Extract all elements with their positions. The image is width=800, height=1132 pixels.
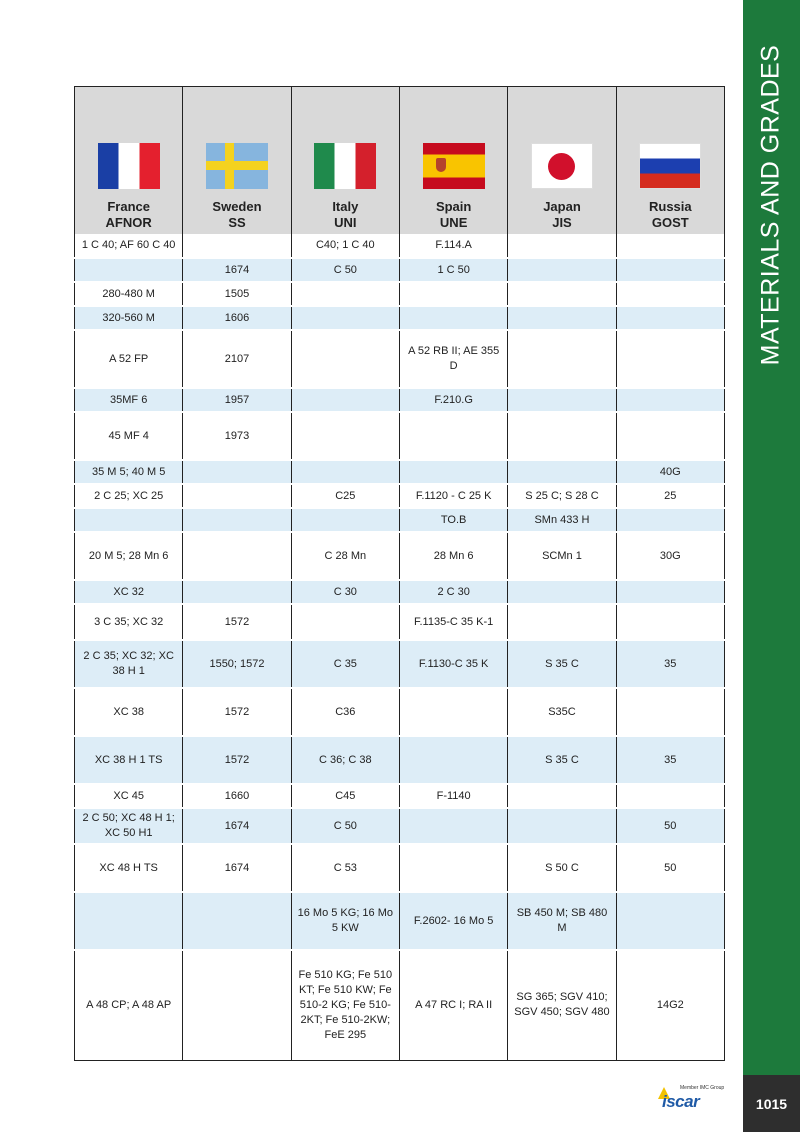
table-cell — [291, 388, 399, 412]
russia-flag-icon — [639, 143, 701, 189]
table-cell: F.114.A — [399, 234, 507, 258]
table-cell: C 35 — [291, 640, 399, 688]
table-cell — [616, 580, 724, 604]
table-cell — [399, 844, 507, 892]
table-cell: C 28 Mn — [291, 532, 399, 580]
header-sweden — [183, 87, 291, 235]
header-country: Sweden — [212, 199, 262, 214]
table-cell: C 50 — [291, 808, 399, 844]
table-cell: 20 M 5; 28 Mn 6 — [75, 532, 183, 580]
table-cell: XC 38 — [75, 688, 183, 736]
table-cell — [183, 234, 291, 258]
table-cell: 320-560 M — [75, 306, 183, 330]
table-cell: C45 — [291, 784, 399, 808]
table-cell: 1674 — [183, 808, 291, 844]
table-cell — [183, 950, 291, 1060]
table-cell — [75, 508, 183, 532]
table-cell: 25 — [616, 484, 724, 508]
table-cell: XC 38 H 1 TS — [75, 736, 183, 784]
table-cell — [508, 460, 616, 484]
table-cell: A 47 RC I; RA II — [399, 950, 507, 1060]
table-cell — [399, 306, 507, 330]
table-cell: 35 — [616, 736, 724, 784]
table-cell: 1973 — [183, 412, 291, 460]
table-cell: SMn 433 H — [508, 508, 616, 532]
table-cell — [183, 508, 291, 532]
table-cell: A 52 RB II; AE 355 D — [399, 330, 507, 388]
table-cell: 1 C 50 — [399, 258, 507, 282]
header-russia — [616, 87, 724, 235]
table-row — [75, 412, 725, 460]
table-row — [75, 892, 725, 950]
table-cell — [616, 234, 724, 258]
table-cell — [508, 808, 616, 844]
france-flag-icon — [98, 143, 160, 189]
logo-wordmark: iscar — [662, 1092, 700, 1111]
logo-member-text: Member IMC Group — [680, 1085, 725, 1091]
table-cell — [291, 282, 399, 306]
table-cell: 1957 — [183, 388, 291, 412]
table-cell: 30G — [616, 532, 724, 580]
table-cell — [508, 412, 616, 460]
table-cell — [291, 508, 399, 532]
table-row — [75, 508, 725, 532]
table-cell — [399, 412, 507, 460]
table-cell: C40; 1 C 40 — [291, 234, 399, 258]
table-row — [75, 330, 725, 388]
table-cell — [291, 604, 399, 640]
table-cell — [616, 784, 724, 808]
table-row — [75, 484, 725, 508]
table-cell: 35 — [616, 640, 724, 688]
table-cell — [183, 580, 291, 604]
grades-comparison-table — [74, 86, 725, 1061]
table-cell — [508, 604, 616, 640]
header-spain — [399, 87, 507, 235]
table-cell: XC 48 H TS — [75, 844, 183, 892]
table-cell: S35C — [508, 688, 616, 736]
table-cell: 1550; 1572 — [183, 640, 291, 688]
table-cell — [183, 484, 291, 508]
table-cell: C36 — [291, 688, 399, 736]
table-cell — [399, 282, 507, 306]
table-cell: 35 M 5; 40 M 5 — [75, 460, 183, 484]
table-cell — [291, 460, 399, 484]
header-japan — [508, 87, 616, 235]
table-cell: 35MF 6 — [75, 388, 183, 412]
table-row — [75, 950, 725, 1060]
table-cell: 50 — [616, 844, 724, 892]
table-cell — [183, 892, 291, 950]
table-row — [75, 306, 725, 330]
table-cell — [399, 736, 507, 784]
table-cell: S 25 C; S 28 C — [508, 484, 616, 508]
table-cell: S 50 C — [508, 844, 616, 892]
table-cell: 2107 — [183, 330, 291, 388]
table-cell: SB 450 M; SB 480 M — [508, 892, 616, 950]
table-cell — [508, 234, 616, 258]
table-cell — [616, 282, 724, 306]
table-cell: 1660 — [183, 784, 291, 808]
table-cell — [291, 412, 399, 460]
table-cell: F-1140 — [399, 784, 507, 808]
table-row — [75, 736, 725, 784]
table-cell: S 35 C — [508, 640, 616, 688]
table-cell: 40G — [616, 460, 724, 484]
table-row — [75, 784, 725, 808]
table-body — [75, 234, 725, 1060]
table-cell: 1606 — [183, 306, 291, 330]
table-row — [75, 258, 725, 282]
table-cell — [75, 892, 183, 950]
table-cell: F.210.G — [399, 388, 507, 412]
header-country: Spain — [435, 199, 472, 214]
header-country: Russia — [648, 199, 692, 214]
header-country: France — [107, 199, 150, 214]
section-title: MATERIALS AND GRADES — [756, 44, 785, 366]
table-cell: A 48 CP; A 48 AP — [75, 950, 183, 1060]
table-cell — [616, 688, 724, 736]
table-cell: 1674 — [183, 844, 291, 892]
header-country: Italy — [332, 199, 359, 214]
table-cell: 16 Mo 5 KG; 16 Mo 5 KW — [291, 892, 399, 950]
table-row — [75, 388, 725, 412]
table-cell — [616, 388, 724, 412]
table-cell — [616, 330, 724, 388]
italy-flag-icon — [314, 143, 376, 189]
table-cell: XC 32 — [75, 580, 183, 604]
table-row — [75, 808, 725, 844]
table-cell: C 53 — [291, 844, 399, 892]
table-cell — [508, 330, 616, 388]
table-cell: TO.B — [399, 508, 507, 532]
table-cell: S 35 C — [508, 736, 616, 784]
table-cell: 2 C 30 — [399, 580, 507, 604]
table-cell — [508, 282, 616, 306]
table-cell — [616, 306, 724, 330]
table-cell — [183, 532, 291, 580]
table-cell: SCMn 1 — [508, 532, 616, 580]
table-row — [75, 282, 725, 306]
table-cell — [75, 258, 183, 282]
table-row — [75, 604, 725, 640]
table-cell — [291, 306, 399, 330]
table-cell: SG 365; SGV 410; SGV 450; SGV 480 — [508, 950, 616, 1060]
table-row — [75, 234, 725, 258]
table-cell: 1674 — [183, 258, 291, 282]
table-row — [75, 532, 725, 580]
table-cell: F.2602- 16 Mo 5 — [399, 892, 507, 950]
table-cell: F.1120 - C 25 K — [399, 484, 507, 508]
header-standard: SS — [228, 215, 246, 230]
table-cell: 1 C 40; AF 60 C 40 — [75, 234, 183, 258]
table-cell: 280-480 M — [75, 282, 183, 306]
table-cell: 1572 — [183, 736, 291, 784]
table-cell: 1505 — [183, 282, 291, 306]
table-row — [75, 640, 725, 688]
table-cell — [616, 258, 724, 282]
header-standard: UNI — [334, 215, 357, 230]
header-standard: JIS — [552, 215, 572, 230]
table-cell — [508, 306, 616, 330]
table-cell — [616, 412, 724, 460]
table-cell: C 30 — [291, 580, 399, 604]
table-cell: C25 — [291, 484, 399, 508]
table-cell — [508, 388, 616, 412]
header-france — [75, 87, 183, 235]
table-cell — [616, 892, 724, 950]
table-cell: 2 C 50; XC 48 H 1; XC 50 H1 — [75, 808, 183, 844]
table-cell — [616, 604, 724, 640]
table-cell — [508, 580, 616, 604]
header-standard: GOST — [651, 215, 689, 230]
table-cell: 14G2 — [616, 950, 724, 1060]
table-cell: C 50 — [291, 258, 399, 282]
table-cell: 2 C 35; XC 32; XC 38 H 1 — [75, 640, 183, 688]
header-standard: AFNOR — [105, 215, 152, 230]
table-cell: XC 45 — [75, 784, 183, 808]
table-cell: 45 MF 4 — [75, 412, 183, 460]
table-cell: F.1130-C 35 K — [399, 640, 507, 688]
table-cell — [508, 258, 616, 282]
table-cell: A 52 FP — [75, 330, 183, 388]
table-cell: 1572 — [183, 604, 291, 640]
page-number: 1015 — [743, 1075, 800, 1132]
spain-flag-icon — [423, 143, 485, 189]
sweden-flag-icon — [206, 143, 268, 189]
table-row — [75, 460, 725, 484]
table-row — [75, 688, 725, 736]
table-header-row — [75, 87, 725, 235]
table-cell: 50 — [616, 808, 724, 844]
header-standard: UNE — [439, 215, 468, 230]
table-cell: 28 Mn 6 — [399, 532, 507, 580]
table-cell — [508, 784, 616, 808]
table-cell: C 36; C 38 — [291, 736, 399, 784]
table-cell: 2 C 25; XC 25 — [75, 484, 183, 508]
header-italy — [291, 87, 399, 235]
table-cell — [183, 460, 291, 484]
japan-flag-icon — [531, 143, 593, 189]
table-cell: Fe 510 KG; Fe 510 KT; Fe 510 KW; Fe 510-2 KG; Fe 510-2KT; Fe 510-2KW; FeE 295 — [291, 950, 399, 1060]
table-cell — [291, 330, 399, 388]
table-cell — [399, 808, 507, 844]
header-country: Japan — [543, 199, 581, 214]
table-cell: F.1135-C 35 K-1 — [399, 604, 507, 640]
table-cell: 1572 — [183, 688, 291, 736]
table-row — [75, 580, 725, 604]
iscar-logo — [658, 1085, 728, 1113]
table-cell: 3 C 35; XC 32 — [75, 604, 183, 640]
table-row — [75, 844, 725, 892]
table-cell — [399, 688, 507, 736]
table-cell — [399, 460, 507, 484]
table-cell — [616, 508, 724, 532]
